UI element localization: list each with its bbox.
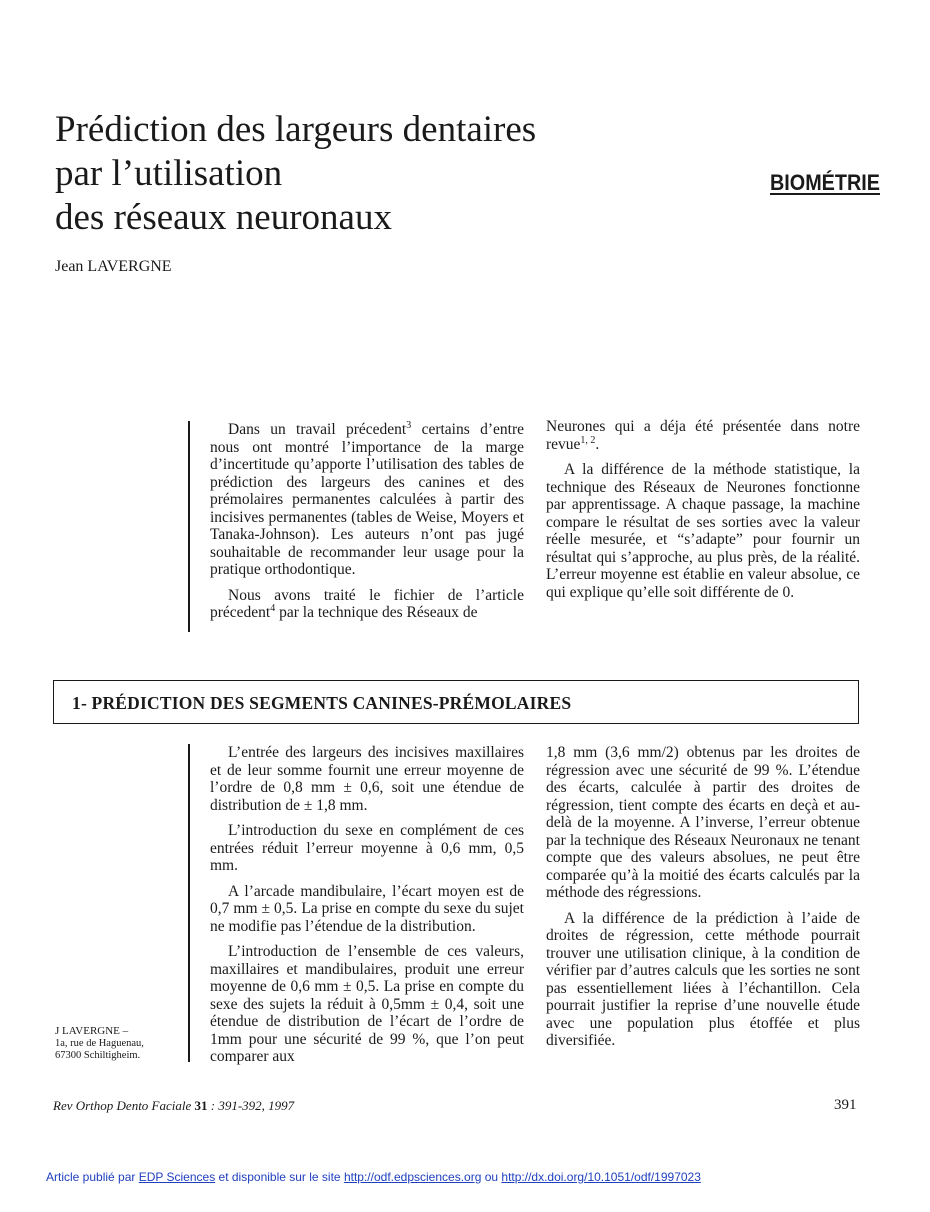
section-tag: BIOMÉTRIE	[769, 170, 880, 195]
article-title	[55, 108, 675, 240]
publisher-link[interactable]: EDP Sciences	[138, 1170, 216, 1184]
intro-paragraph: Neurones qui a déja été présentée dans notre revue$^{1, 2}$.	[546, 418, 860, 453]
site-link[interactable]: http://odf.edpsciences.org	[343, 1170, 482, 1184]
body-paragraph: L’entrée des largeurs des incisives maxillaires et de leur somme fournit une erreur moyenne de l’ordre de 0,8 mm ± 0,6, soit une étendue de distribution de ± 1,8 mm.	[210, 744, 524, 814]
body-paragraph: A la différence de la prédiction à l’aide de droites de régression, cette méthode pourrait trouver une utilisation clinique, à la condition de vérifier par d’autres calculs que les sorties ne sont pas essentiellement liées à l’échantillon. Cela pourrait justifier la reprise d’une nouvelle étude avec une population plus étoffée et plus diversifiée.	[546, 909, 860, 1049]
author-name: Jean LAVERGNE	[55, 258, 172, 275]
journal-citation: Rev Orthop Dento Faciale 31 : 391-392, 1997	[53, 1098, 295, 1113]
page-number: 391	[834, 1097, 857, 1113]
body-left-column	[210, 744, 524, 1074]
publisher-notice: Article publié par EDP Sciences et disponible sur le site http://odf.edpsciences.org ou http://dx.doi.org/10.1051/odf/1997023	[46, 1170, 701, 1184]
footnote-ref: 1, 2	[580, 434, 596, 446]
intro-paragraph: A la différence de la méthode statistique, la technique des Réseaux de Neurones fonctionne par apprentissage. A chaque passage, la machine compare le résultat de ses sorties avec la valeur réelle mesurée, et “s’adapte” pour fournir un résultat qui s’approche, au plus près, de la réalité. L’erreur moyenne est établie en valeur absolue, ce qui explique qu’elle soit différente de 0.	[546, 461, 860, 601]
body-paragraph: 1,8 mm (3,6 mm/2) obtenus par les droites de régression avec une sécurité de 99 %. L’étendue des écarts, calculée à partir des droites de régression, tient compte des écarts en deçà et au-delà de la moyenne. A l’inverse, l’erreur obtenue par la technique des Réseaux Neuronaux ne tenant compte que des valeurs absolues, ne peut être comparée qu’à la moitié des écarts calculés par la méthode des régressions.	[546, 744, 860, 901]
section-heading: 1- PRÉDICTION DES SEGMENTS CANINES-PRÉMOLAIRES	[72, 693, 572, 713]
footnote-ref: 4	[270, 603, 276, 614]
intro-margin-rule	[188, 421, 190, 632]
affiliation-city: 67300 Schiltigheim.	[55, 1050, 141, 1061]
intro-paragraph: Nous avons traité le fichier de l’article précedent$^4$ par la technique des Réseaux de	[210, 586, 524, 621]
body-right-column	[546, 744, 860, 1058]
body-paragraph: L’introduction de l’ensemble de ces valeurs, maxillaires et mandibulaires, produit une erreur moyenne de 0,6 mm ± 0,5. La prise en compte du sexe des sujets la réduit à 0,5mm ± 0,4, soit une étendue de distribution de l’écart de l’ordre de 1mm pour une sécurité de 99 %, que l’on peut comparer aux	[210, 943, 524, 1065]
affiliation-address: 1a, rue de Haguenau,	[55, 1037, 144, 1049]
title-line-2: par l’utilisation	[55, 153, 283, 194]
doi-link[interactable]: http://dx.doi.org/10.1051/odf/1997023	[501, 1170, 701, 1184]
title-line-1: Prédiction des largeurs dentaires	[55, 109, 537, 150]
body-margin-rule	[188, 744, 190, 1062]
intro-paragraph: Dans un travail précedent$^3$ certains d’entre nous ont montré l’importance de la marge d’incertitude qu’apporte l’utilisation des tables de prédiction des largeurs des canines et des prémolaires permanentes calculées à partir des incisives permanentes (tables de Weise, Moyers et Tanaka-Johnson). Les auteurs n’ont pas jugé souhaitable de recommander leur usage pour la pratique orthodontique.	[210, 420, 524, 578]
affiliation-name: J LAVERGNE –	[55, 1025, 129, 1037]
footnote-ref: 3	[406, 420, 412, 431]
body-paragraph: A l’arcade mandibulaire, l’écart moyen est de 0,7 mm ± 0,5. La prise en compte du sexe du sujet ne modifie pas l’étendue de la distribution.	[210, 882, 524, 935]
body-paragraph: L’introduction du sexe en complément de ces entrées réduit l’erreur moyenne à 0,6 mm, 0,5 mm.	[210, 822, 524, 874]
intro-right-column	[546, 418, 860, 609]
intro-left-column	[210, 421, 524, 630]
section-heading-box	[53, 680, 859, 724]
author-affiliation	[55, 1025, 175, 1063]
title-line-3: des réseaux neuronaux	[55, 197, 392, 238]
